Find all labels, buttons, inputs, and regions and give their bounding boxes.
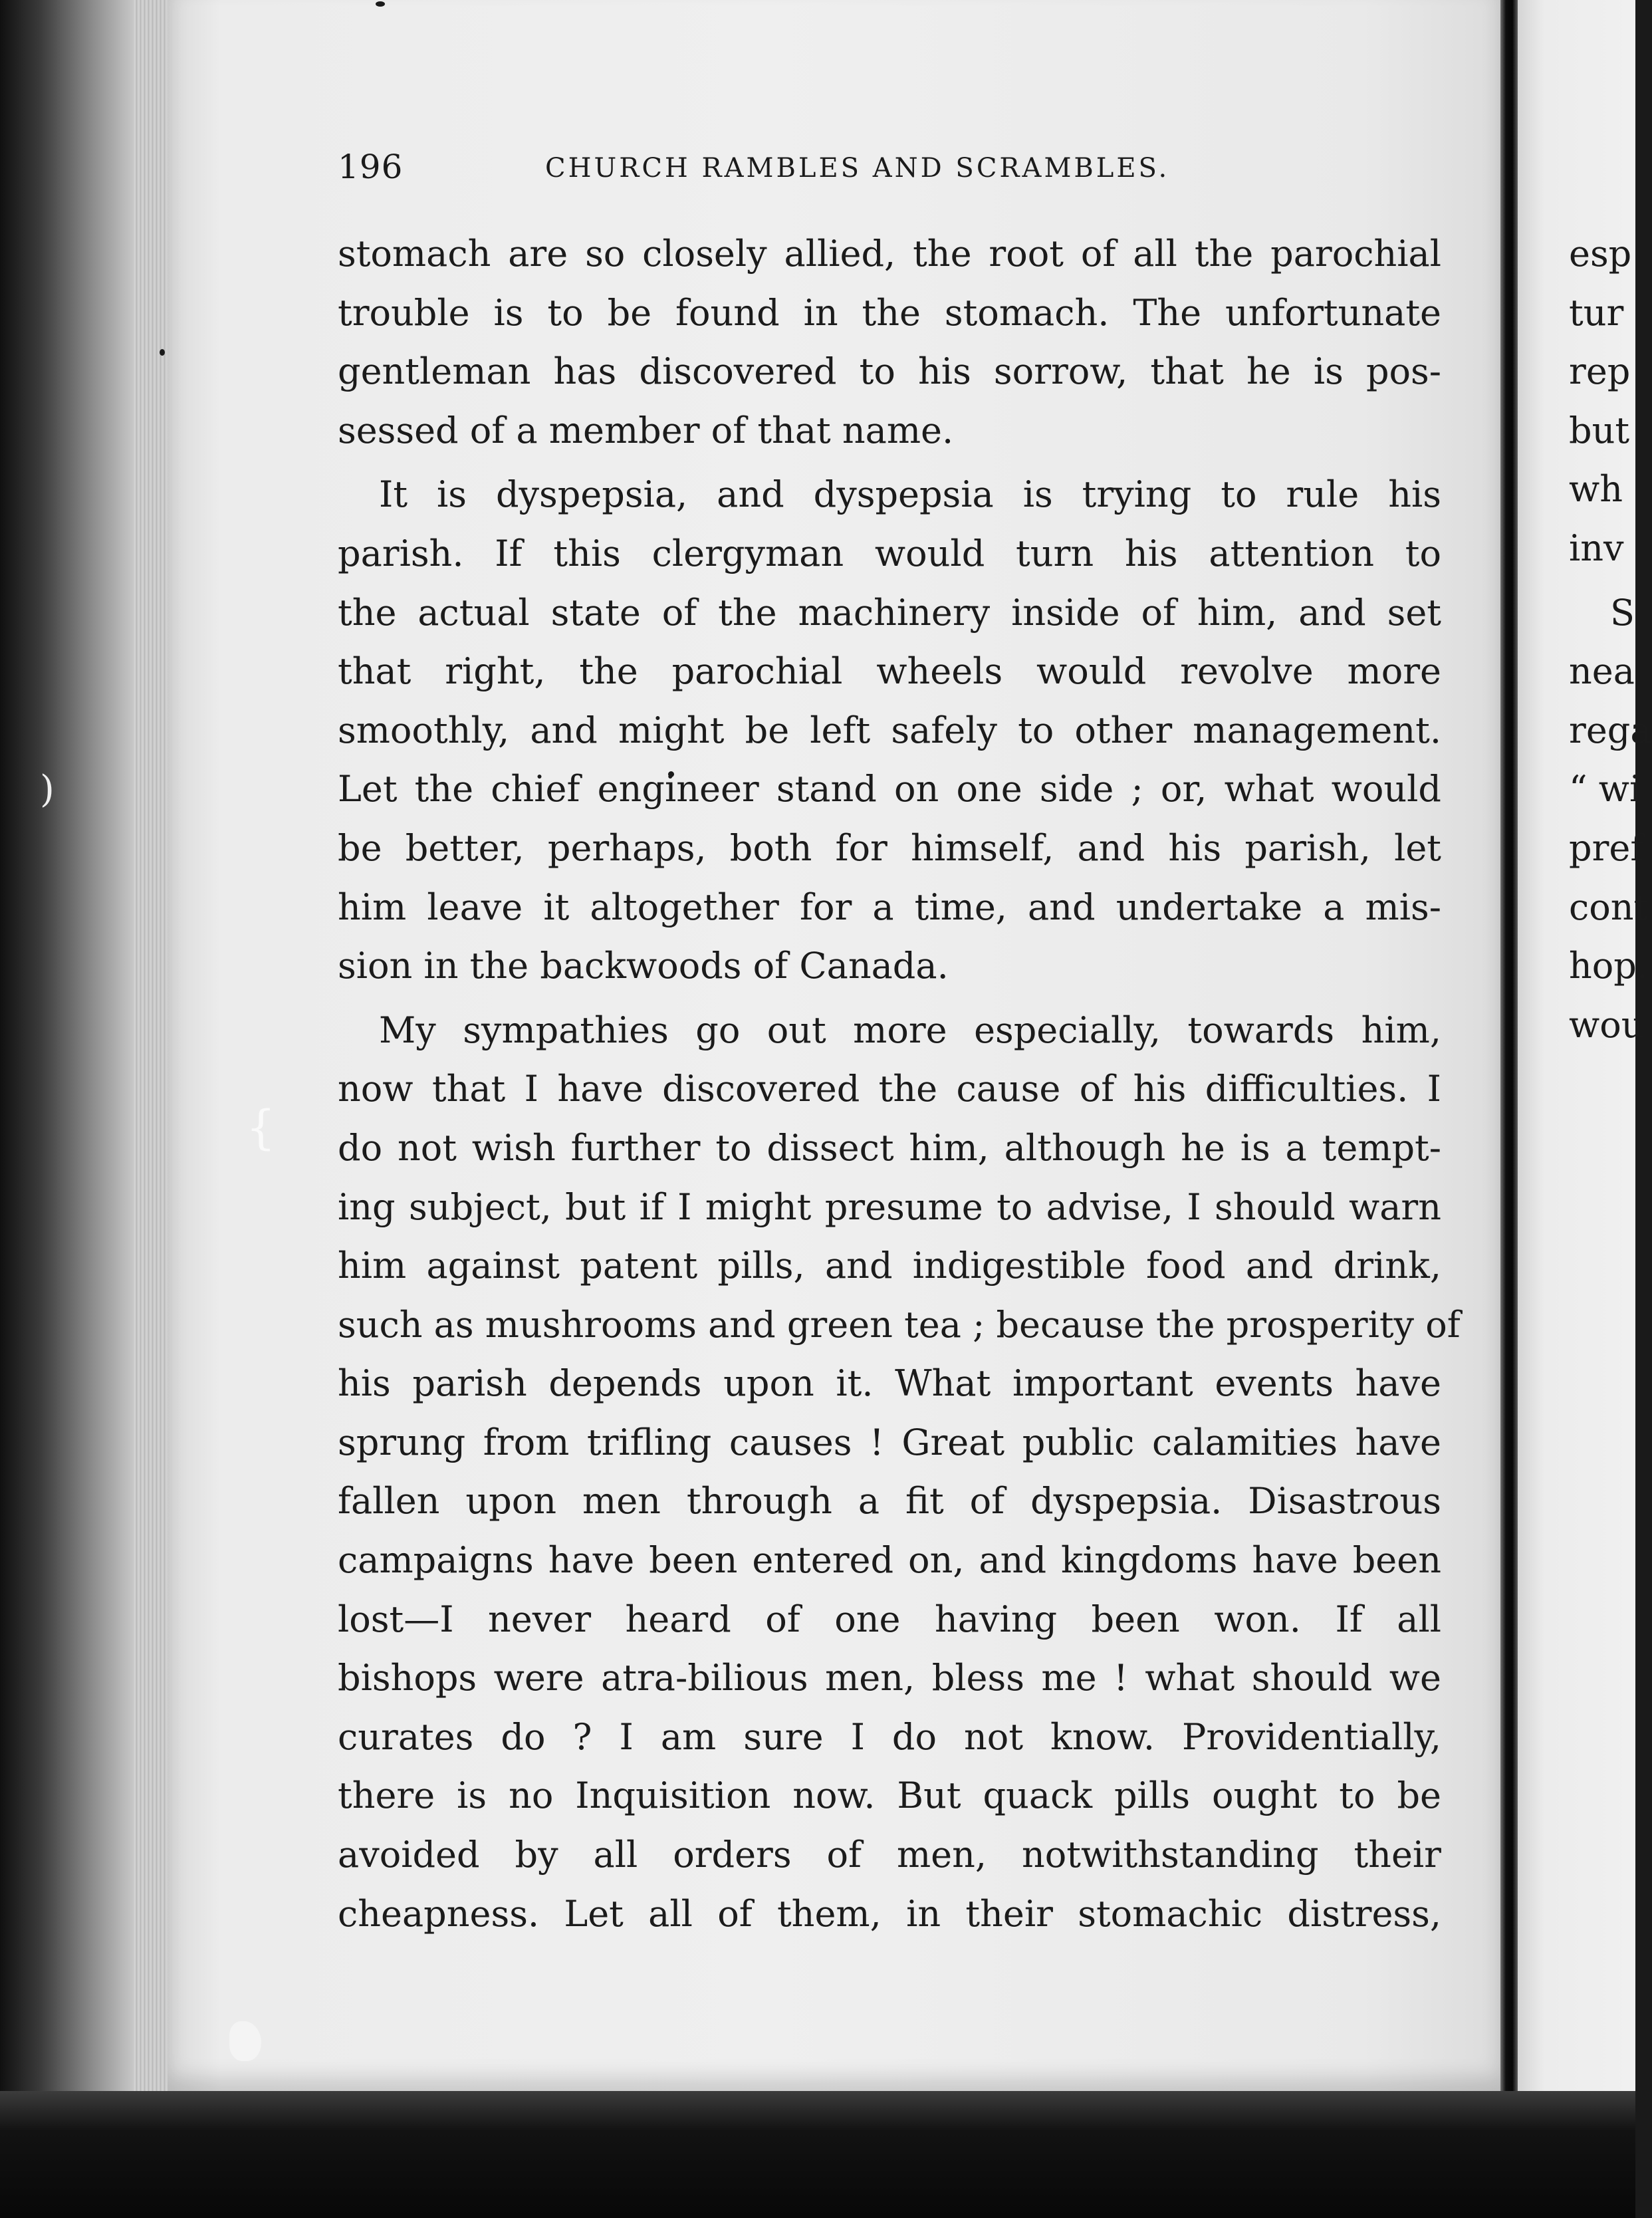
page-gutter — [1500, 0, 1518, 2218]
fragment-line: “ wi — [1569, 768, 1641, 810]
text-line: avoided by all orders of men, notwithstanding their — [338, 1834, 1441, 1876]
text-line: now that I have discovered the cause of his difficulties. I — [338, 1068, 1441, 1110]
book-left-edge — [0, 0, 140, 2218]
text-line: him leave it altogether for a time, and undertake a mis- — [338, 886, 1441, 928]
text-line: It is dyspepsia, and dyspepsia is trying to rule his — [379, 473, 1441, 516]
margin-bracket-mark: ) — [40, 768, 55, 811]
text-line: that right, the parochial wheels would revolve more — [338, 650, 1441, 693]
margin-curl-mark: { — [246, 1100, 276, 1155]
text-line: the actual state of the machinery inside of him, and set — [338, 591, 1441, 634]
fragment-line: tur — [1569, 291, 1624, 334]
page-body-text — [338, 225, 1461, 1943]
text-line: him against patent pills, and indigestible food and drink, — [338, 1245, 1441, 1287]
fragment-line: S — [1610, 591, 1635, 634]
speck — [376, 1, 385, 7]
text-line: smoothly, and might be left safely to other management. — [338, 709, 1441, 751]
page-stack-edge — [133, 0, 173, 2101]
text-line: gentleman has discovered to his sorrow, that he is pos- — [338, 350, 1441, 393]
next-page-text-fragments — [1569, 225, 1652, 1054]
fragment-line: cont — [1569, 886, 1649, 928]
fragment-line: hop. — [1569, 945, 1649, 987]
text-line: cheapness. Let all of them, in their stomachic distress, — [338, 1892, 1441, 1935]
text-line: ing subject, but if I might presume to advise, I should warn — [338, 1185, 1441, 1228]
fragment-line: wh — [1569, 468, 1623, 511]
text-line: stomach are so closely allied, the root of all the parochial — [338, 233, 1441, 275]
text-line: his parish depends upon it. What important events have — [338, 1362, 1441, 1405]
fragment-line: nea — [1569, 650, 1635, 693]
text-line: be better, perhaps, both for himself, and his parish, let — [338, 826, 1441, 869]
text-line: campaigns have been entered on, and kingdoms have been — [338, 1539, 1441, 1582]
fragment-line: but — [1569, 409, 1630, 451]
text-line: do not wish further to dissect him, although he is a tempt- — [338, 1126, 1441, 1169]
text-line: parish. If this clergyman would turn his attention to — [338, 532, 1441, 574]
text-line: sion in the backwoods of Canada. — [338, 945, 949, 987]
fragment-line: wou — [1569, 1003, 1645, 1046]
fragment-line: rega — [1569, 709, 1652, 751]
text-line: fallen upon men through a fit of dyspepsia. Disastrous — [338, 1480, 1441, 1523]
text-line: bishops were atra-bilious men, bless me ! what should we — [338, 1657, 1441, 1699]
running-head — [338, 148, 1441, 194]
bottom-shadow — [0, 2091, 1635, 2218]
page-number: 196 — [338, 148, 404, 186]
text-line: such as mushrooms and green tea ; because the prosperity of — [338, 1303, 1461, 1346]
text-line: there is no Inquisition now. But quack pills ought to be — [338, 1775, 1441, 1817]
text-line: sprung from trifling causes ! Great public calamities have — [338, 1421, 1441, 1463]
running-title: CHURCH RAMBLES AND SCRAMBLES. — [545, 153, 1170, 184]
fragment-line: inv — [1569, 527, 1624, 569]
fragment-line: esp — [1569, 233, 1632, 275]
text-line: sessed of a member of that name. — [338, 409, 954, 451]
fragment-line: pref — [1569, 826, 1644, 869]
text-line: Let the chief engineer stand on one side ; or, what would — [338, 768, 1441, 810]
speck — [160, 349, 165, 356]
text-line: lost—I never heard of one having been won. If all — [338, 1598, 1441, 1640]
fragment-line: rep — [1569, 350, 1631, 393]
text-line: My sympathies go out more especially, towards him, — [379, 1009, 1441, 1051]
text-line: trouble is to be found in the stomach. The unfortunate — [338, 291, 1441, 334]
text-line: curates do ? I am sure I do not know. Providentially, — [338, 1715, 1441, 1758]
